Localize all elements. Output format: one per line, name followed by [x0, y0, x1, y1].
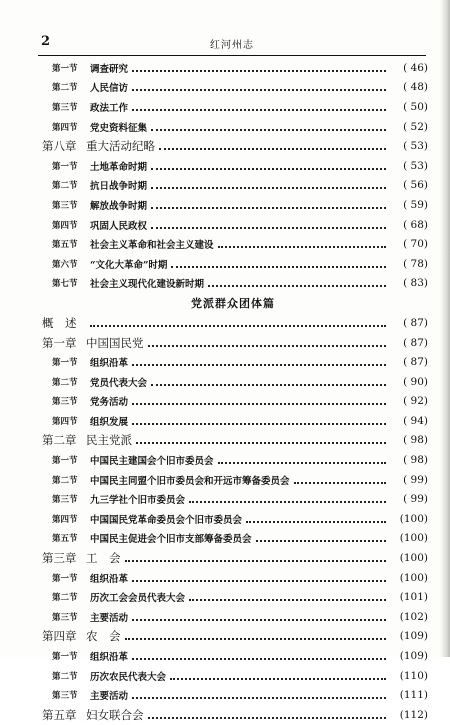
entry-number: 第五章: [42, 707, 77, 722]
table-of-contents: [38, 58, 428, 725]
entry-number: 第三节: [52, 691, 78, 702]
toc-entry-section: [38, 97, 428, 117]
toc-entry-section: [38, 509, 428, 529]
toc-entry-section: [38, 352, 428, 372]
toc-entry-chapter: [38, 431, 428, 451]
toc-entry-chapter: [38, 627, 428, 647]
dot-leader: [151, 125, 386, 131]
header-rule: [38, 55, 426, 56]
toc-entry-section: [38, 411, 428, 431]
dot-leader: [159, 144, 386, 150]
entry-page-number: ( 50): [403, 100, 428, 113]
toc-block-1: [38, 58, 428, 293]
entry-title: 人民信访: [90, 83, 129, 95]
entry-number: 第二节: [52, 671, 78, 682]
entry-page-number: (101): [399, 591, 428, 604]
dot-leader: [208, 281, 386, 287]
entry-page-number: ( 90): [403, 375, 428, 388]
entry-page-number: (100): [399, 552, 428, 565]
toc-entry-section: [38, 450, 428, 470]
entry-title: 社会主义革命和社会主义建设: [90, 240, 214, 252]
entry-title: 抗日战争时期: [90, 181, 148, 193]
entry-title: “文化大革命”时期: [90, 259, 168, 271]
dot-leader: [148, 713, 387, 719]
entry-number: 第四节: [52, 416, 78, 427]
dot-leader: [132, 66, 386, 72]
entry-page-number: (102): [399, 610, 428, 623]
part-heading: 党派群众团体篇: [191, 297, 275, 311]
entry-page-number: ( 87): [403, 356, 428, 369]
entry-page-number: ( 59): [403, 198, 428, 211]
dot-leader: [136, 438, 386, 444]
toc-entry-chapter: [38, 313, 428, 333]
running-title: 红河州志: [210, 40, 254, 51]
entry-number: 概 述: [42, 315, 77, 330]
dot-leader: [132, 105, 386, 111]
entry-page-number: ( 92): [403, 395, 428, 408]
entry-number: 第一章: [42, 335, 77, 350]
dot-leader: [132, 399, 386, 405]
entry-number: 第一节: [52, 456, 78, 467]
entry-page-number: (109): [399, 650, 428, 663]
scan-edge-shadow: [440, 0, 450, 657]
dot-leader: [132, 419, 386, 425]
entry-title: 中国民主建国会个旧市委员会: [90, 456, 214, 468]
toc-entry-section: [38, 156, 428, 176]
toc-entry-section: [38, 666, 428, 686]
toc-entry-section: [38, 529, 428, 549]
toc-entry-section: [38, 489, 428, 509]
entry-page-number: ( 99): [403, 473, 428, 486]
entry-title: 调查研究: [90, 63, 129, 75]
dot-leader: [132, 85, 386, 91]
entry-page-number: ( 70): [403, 238, 428, 251]
entry-title: 党史资料征集: [90, 122, 148, 134]
entry-title: 中国民主同盟个旧市委员会和开远市筹备委员会: [90, 475, 290, 487]
dot-leader: [170, 674, 386, 680]
toc-entry-section: [38, 176, 428, 196]
entry-title: 中国国民党: [86, 335, 144, 350]
entry-title: 组织沿革: [90, 652, 129, 664]
entry-number: 第二节: [52, 83, 78, 94]
toc-entry-section: [38, 392, 428, 412]
dot-leader: [90, 321, 386, 327]
dot-leader: [151, 164, 386, 170]
dot-leader: [132, 360, 386, 366]
toc-block-2: [38, 313, 428, 724]
entry-number: 第七节: [52, 279, 78, 290]
toc-entry-section: [38, 254, 428, 274]
entry-title: 党员代表大会: [90, 377, 148, 389]
toc-entry-section: [38, 587, 428, 607]
entry-title: 主要活动: [90, 612, 129, 624]
entry-title: 主要活动: [90, 691, 129, 703]
entry-number: 第四章: [42, 629, 77, 644]
entry-number: 第五节: [52, 240, 78, 251]
dot-leader: [132, 615, 386, 621]
dot-leader: [189, 497, 386, 503]
entry-page-number: ( 52): [403, 120, 428, 133]
entry-page-number: (109): [399, 630, 428, 643]
dot-leader: [189, 595, 386, 601]
entry-page-number: (100): [399, 512, 428, 525]
entry-title: 政法工作: [90, 102, 129, 114]
entry-page-number: ( 53): [403, 159, 428, 172]
dot-leader: [218, 242, 386, 248]
entry-title: 工 会: [86, 551, 121, 566]
entry-title: 组织沿革: [90, 358, 129, 370]
toc-entry-section: [38, 274, 428, 294]
dot-leader: [171, 262, 386, 268]
entry-number: 第四节: [52, 122, 78, 133]
entry-page-number: ( 56): [403, 179, 428, 192]
dot-leader: [125, 634, 387, 640]
toc-entry-chapter: [38, 136, 428, 156]
entry-title: 党务活动: [90, 397, 129, 409]
entry-number: 第二节: [52, 593, 78, 604]
toc-entry-chapter: [38, 548, 428, 568]
entry-page-number: ( 53): [403, 140, 428, 153]
toc-entry-section: [38, 58, 428, 78]
entry-number: 第二节: [52, 475, 78, 486]
toc-entry-section: [38, 685, 428, 705]
entry-title: 民主党派: [86, 433, 132, 448]
page-number: 2: [41, 34, 51, 49]
entry-number: 第一节: [52, 573, 78, 584]
entry-number: 第六节: [52, 259, 78, 270]
entry-number: 第二章: [42, 433, 77, 448]
entry-number: 第五节: [52, 534, 78, 545]
dot-leader: [246, 517, 386, 523]
entry-title: 巩固人民政权: [90, 220, 148, 232]
entry-page-number: ( 94): [403, 414, 428, 427]
entry-title: 组织发展: [90, 416, 129, 428]
entry-title: 社会主义现代化建设新时期: [90, 279, 205, 291]
entry-number: 第一节: [52, 358, 78, 369]
entry-number: 第一节: [52, 161, 78, 172]
entry-title: 历次农民代表大会: [90, 671, 167, 683]
entry-title: 重大活动纪略: [86, 139, 155, 154]
dot-leader: [132, 693, 386, 699]
entry-page-number: ( 99): [403, 493, 428, 506]
entry-page-number: (111): [399, 689, 428, 702]
entry-number: 第八章: [42, 139, 77, 154]
entry-page-number: ( 98): [403, 434, 428, 447]
entry-title: 中国国民党革命委员会个旧市委员会: [90, 514, 243, 526]
entry-page-number: ( 68): [403, 218, 428, 231]
toc-entry-section: [38, 78, 428, 98]
dot-leader: [256, 536, 386, 542]
toc-entry-chapter: [38, 333, 428, 353]
dot-leader: [151, 183, 386, 189]
entry-page-number: ( 48): [403, 81, 428, 94]
dot-leader: [151, 203, 386, 209]
toc-entry-chapter: [38, 705, 428, 725]
entry-title: 农 会: [86, 629, 121, 644]
entry-title: 解放战争时期: [90, 200, 148, 212]
entry-page-number: ( 78): [403, 257, 428, 270]
entry-title: 九三学社个旧市委员会: [90, 495, 186, 507]
entry-page-number: ( 87): [403, 336, 428, 349]
dot-leader: [132, 654, 386, 660]
entry-title: 妇女联合会: [86, 707, 144, 722]
entry-number: 第二节: [52, 181, 78, 192]
entry-number: 第三章: [42, 551, 77, 566]
entry-page-number: (110): [399, 669, 428, 682]
entry-title: 组织沿革: [90, 573, 129, 585]
dot-leader: [148, 341, 387, 347]
toc-entry-section: [38, 607, 428, 627]
entry-number: 第三节: [52, 200, 78, 211]
entry-title: 土地革命时期: [90, 161, 148, 173]
entry-page-number: (100): [399, 571, 428, 584]
entry-number: 第三节: [52, 397, 78, 408]
entry-number: 第一节: [52, 63, 78, 74]
dot-leader: [218, 458, 386, 464]
entry-page-number: (112): [399, 708, 428, 721]
toc-entry-section: [38, 470, 428, 490]
entry-number: 第四节: [52, 220, 78, 231]
entry-number: 第三节: [52, 612, 78, 623]
entry-page-number: ( 46): [403, 61, 428, 74]
entry-number: 第二节: [52, 377, 78, 388]
entry-number: 第三节: [52, 495, 78, 506]
entry-page-number: ( 83): [403, 277, 428, 290]
toc-entry-section: [38, 646, 428, 666]
entry-number: 第一节: [52, 652, 78, 663]
toc-entry-section: [38, 234, 428, 254]
toc-entry-section: [38, 372, 428, 392]
dot-leader: [132, 576, 386, 582]
dot-leader: [125, 556, 387, 562]
page-header: [38, 34, 426, 54]
entry-page-number: (100): [399, 532, 428, 545]
toc-entry-section: [38, 195, 428, 215]
entry-number: 第三节: [52, 102, 78, 113]
dot-leader: [294, 478, 386, 484]
entry-number: 第四节: [52, 514, 78, 525]
toc-entry-section: [38, 117, 428, 137]
dot-leader: [151, 223, 386, 229]
entry-page-number: ( 87): [403, 316, 428, 329]
dot-leader: [151, 380, 386, 386]
entry-title: 中国民主促进会个旧市支部筹备委员会: [90, 534, 252, 546]
toc-entry-section: [38, 215, 428, 235]
entry-page-number: ( 98): [403, 454, 428, 467]
entry-title: 历次工会会员代表大会: [90, 593, 186, 605]
toc-entry-section: [38, 568, 428, 588]
